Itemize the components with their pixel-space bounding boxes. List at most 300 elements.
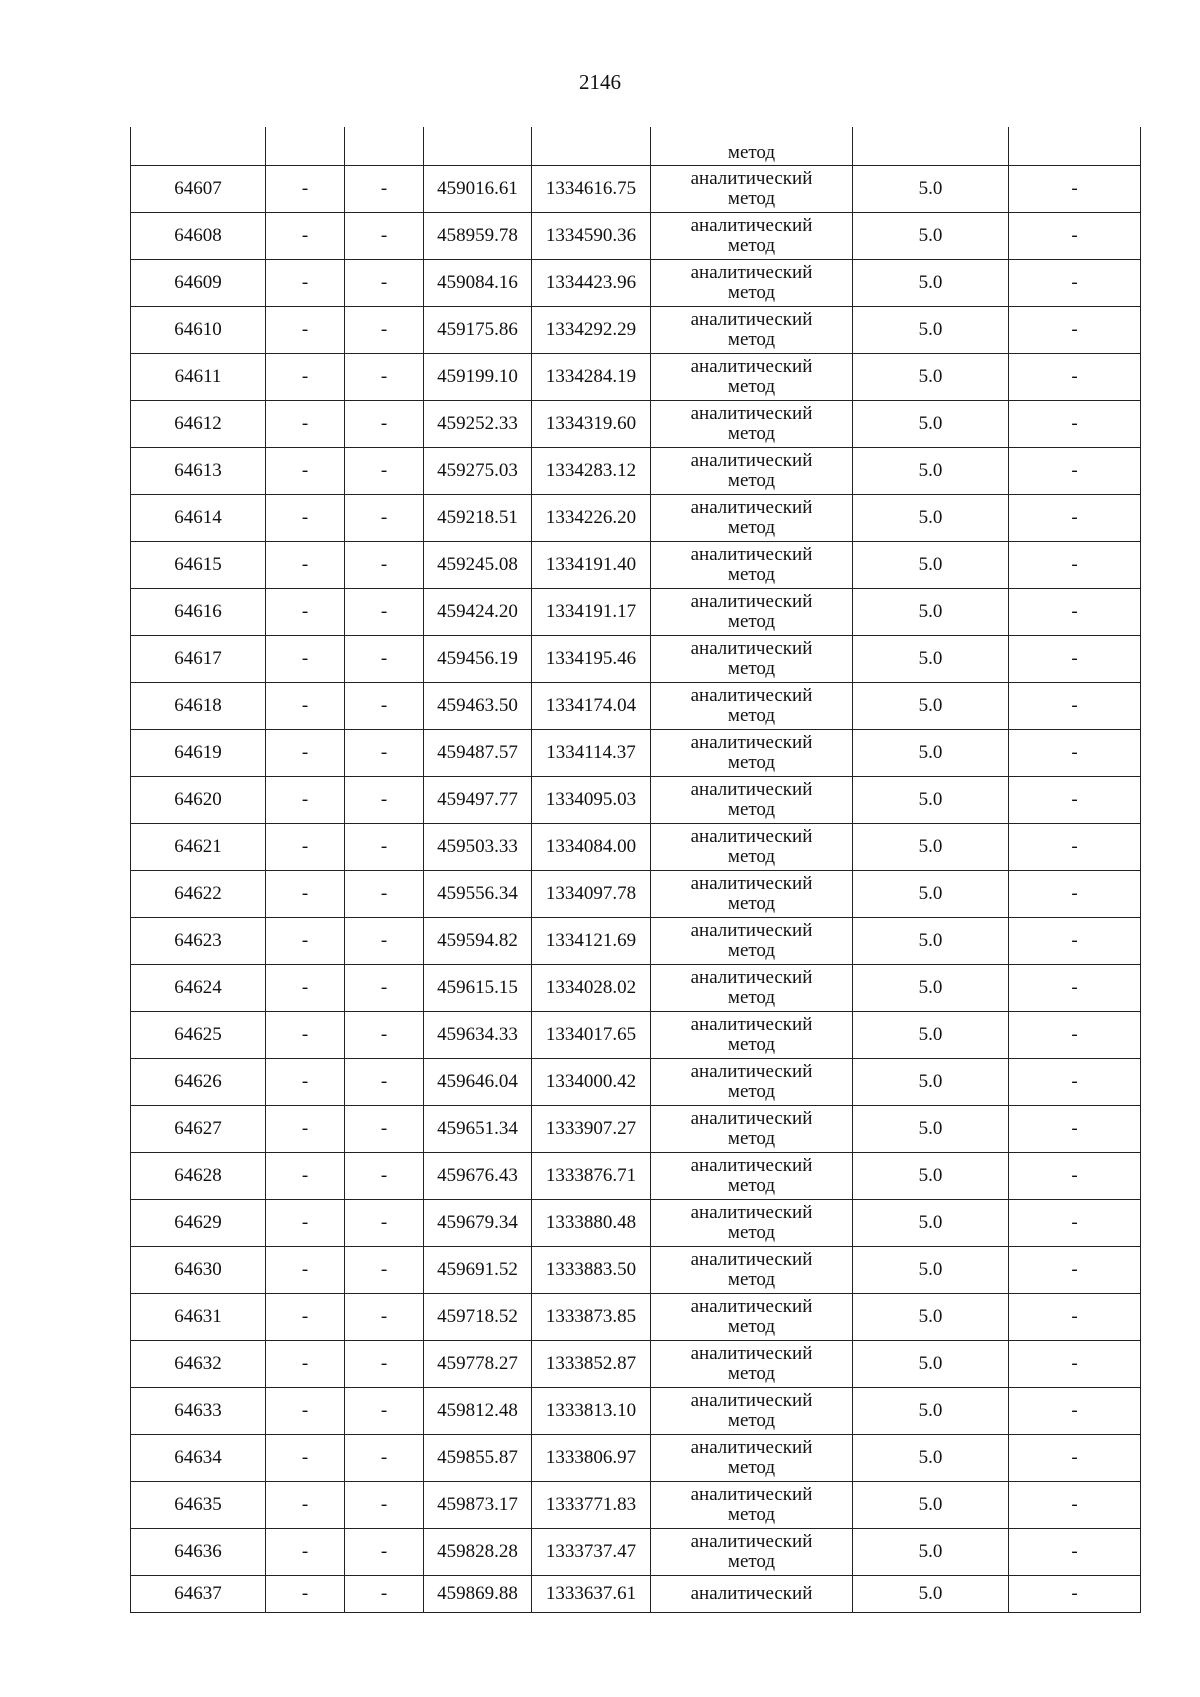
cell-x: 459456.19 — [424, 636, 532, 683]
cell-col2: - — [266, 824, 345, 871]
cell-y: 1333876.71 — [532, 1153, 651, 1200]
cell-id: 64616 — [131, 589, 266, 636]
cell-id: 64612 — [131, 401, 266, 448]
cell-id: 64630 — [131, 1247, 266, 1294]
cell-col3: - — [345, 448, 424, 495]
method-line-1: аналитический — [690, 920, 813, 941]
cell-y: 1333737.47 — [532, 1529, 651, 1576]
cell-col8: - — [1009, 307, 1141, 354]
cell-x: 459651.34 — [424, 1106, 532, 1153]
cell-method: метод — [651, 127, 853, 166]
method-line-1: аналитический — [690, 1108, 813, 1129]
cell-col3: - — [345, 495, 424, 542]
method-line-2: метод — [727, 1410, 776, 1431]
cell-accuracy: 5.0 — [853, 1435, 1009, 1482]
cell-x: 459828.28 — [424, 1529, 532, 1576]
cell-col2: - — [266, 1529, 345, 1576]
cell-col2: - — [266, 730, 345, 777]
cell-col8 — [1009, 127, 1141, 166]
method-line-2: метод — [727, 705, 776, 726]
cell-accuracy: 5.0 — [853, 777, 1009, 824]
cell-col2: - — [266, 777, 345, 824]
cell-x — [424, 127, 532, 166]
method-line-1: аналитический — [690, 403, 813, 424]
method-line-2: метод — [727, 564, 776, 585]
cell-col8: - — [1009, 354, 1141, 401]
table-row — [131, 1576, 1141, 1613]
cell-accuracy: 5.0 — [853, 260, 1009, 307]
cell-col8: - — [1009, 965, 1141, 1012]
cell-x: 459084.16 — [424, 260, 532, 307]
cell-id: 64626 — [131, 1059, 266, 1106]
cell-col3: - — [345, 918, 424, 965]
method-line-1: аналитический — [690, 544, 813, 565]
cell-y: 1333880.48 — [532, 1200, 651, 1247]
table-row — [131, 589, 1141, 636]
cell-x: 459487.57 — [424, 730, 532, 777]
cell-col3: - — [345, 1482, 424, 1529]
cell-y: 1334017.65 — [532, 1012, 651, 1059]
method-line-2: метод — [727, 846, 776, 867]
cell-col8: - — [1009, 1388, 1141, 1435]
cell-col2: - — [266, 871, 345, 918]
cell-col2: - — [266, 683, 345, 730]
cell-col2: - — [266, 636, 345, 683]
cell-id: 64621 — [131, 824, 266, 871]
cell-col8: - — [1009, 1294, 1141, 1341]
cell-col3: - — [345, 1388, 424, 1435]
cell-col3: - — [345, 871, 424, 918]
method-line-1: аналитический — [690, 779, 813, 800]
cell-col2: - — [266, 1106, 345, 1153]
cell-method — [651, 1200, 853, 1247]
method-line-1: аналитический — [690, 591, 813, 612]
cell-col2: - — [266, 1341, 345, 1388]
cell-x: 459869.88 — [424, 1576, 532, 1613]
cell-accuracy: 5.0 — [853, 589, 1009, 636]
cell-id: 64627 — [131, 1106, 266, 1153]
cell-id: 64631 — [131, 1294, 266, 1341]
cell-col8: - — [1009, 824, 1141, 871]
method-line-1: аналитический — [690, 1583, 813, 1604]
cell-id: 64636 — [131, 1529, 266, 1576]
method-line-2: метод — [727, 423, 776, 444]
method-line-1: аналитический — [690, 1202, 813, 1223]
cell-method — [651, 260, 853, 307]
cell-accuracy: 5.0 — [853, 1012, 1009, 1059]
cell-x: 459199.10 — [424, 354, 532, 401]
table-row — [131, 1059, 1141, 1106]
table-row — [131, 824, 1141, 871]
method-line-2: метод — [727, 235, 776, 256]
cell-x: 459424.20 — [424, 589, 532, 636]
cell-x: 459594.82 — [424, 918, 532, 965]
cell-x: 459679.34 — [424, 1200, 532, 1247]
cell-col8: - — [1009, 871, 1141, 918]
cell-col2: - — [266, 401, 345, 448]
cell-x: 459245.08 — [424, 542, 532, 589]
table-row — [131, 401, 1141, 448]
cell-y: 1334319.60 — [532, 401, 651, 448]
table-row — [131, 918, 1141, 965]
table-row — [131, 260, 1141, 307]
table-row — [131, 1153, 1141, 1200]
cell-y: 1334191.40 — [532, 542, 651, 589]
table-row — [131, 1482, 1141, 1529]
cell-method — [651, 730, 853, 777]
cell-id: 64611 — [131, 354, 266, 401]
table-row — [131, 1341, 1141, 1388]
method-line-2: метод — [727, 1316, 776, 1337]
cell-col3: - — [345, 1106, 424, 1153]
method-line-1: аналитический — [690, 638, 813, 659]
method-line-2: метод — [727, 799, 776, 820]
cell-y: 1334292.29 — [532, 307, 651, 354]
method-line-2: метод — [727, 940, 776, 961]
cell-accuracy — [853, 127, 1009, 166]
cell-col3: - — [345, 1341, 424, 1388]
method-line-2: метод — [727, 376, 776, 397]
method-line-1: аналитический — [690, 826, 813, 847]
cell-x: 459218.51 — [424, 495, 532, 542]
method-line-1: аналитический — [690, 873, 813, 894]
cell-method — [651, 1341, 853, 1388]
cell-method — [651, 1106, 853, 1153]
cell-accuracy: 5.0 — [853, 636, 1009, 683]
cell-method — [651, 824, 853, 871]
cell-y: 1334616.75 — [532, 166, 651, 213]
cell-id: 64622 — [131, 871, 266, 918]
cell-col2: - — [266, 307, 345, 354]
cell-x: 459634.33 — [424, 1012, 532, 1059]
cell-method — [651, 166, 853, 213]
cell-col8: - — [1009, 777, 1141, 824]
method-line-2: метод — [727, 1128, 776, 1149]
cell-accuracy: 5.0 — [853, 683, 1009, 730]
cell-col2 — [266, 127, 345, 166]
cell-col8: - — [1009, 1153, 1141, 1200]
method-line-1: аналитический — [690, 1531, 813, 1552]
cell-accuracy: 5.0 — [853, 307, 1009, 354]
cell-x: 459691.52 — [424, 1247, 532, 1294]
cell-accuracy: 5.0 — [853, 354, 1009, 401]
cell-method — [651, 495, 853, 542]
cell-col8: - — [1009, 1529, 1141, 1576]
cell-y: 1334195.46 — [532, 636, 651, 683]
cell-col2: - — [266, 260, 345, 307]
method-line-1: аналитический — [690, 1343, 813, 1364]
cell-accuracy: 5.0 — [853, 1576, 1009, 1613]
table-row — [131, 1435, 1141, 1482]
cell-accuracy: 5.0 — [853, 213, 1009, 260]
cell-col8: - — [1009, 166, 1141, 213]
method-line-1: аналитический — [690, 497, 813, 518]
cell-accuracy: 5.0 — [853, 1200, 1009, 1247]
cell-method — [651, 636, 853, 683]
cell-col2: - — [266, 1435, 345, 1482]
cell-id: 64609 — [131, 260, 266, 307]
table-row — [131, 542, 1141, 589]
cell-col3: - — [345, 1576, 424, 1613]
cell-col3: - — [345, 307, 424, 354]
cell-col2: - — [266, 1576, 345, 1613]
cell-col8: - — [1009, 1200, 1141, 1247]
cell-id: 64635 — [131, 1482, 266, 1529]
cell-accuracy: 5.0 — [853, 542, 1009, 589]
cell-col8: - — [1009, 1012, 1141, 1059]
table-row — [131, 1247, 1141, 1294]
method-line-2: метод — [727, 893, 776, 914]
cell-col8: - — [1009, 1106, 1141, 1153]
cell-method — [651, 1482, 853, 1529]
cell-col3: - — [345, 260, 424, 307]
cell-accuracy: 5.0 — [853, 918, 1009, 965]
cell-col2: - — [266, 213, 345, 260]
method-line-1: аналитический — [690, 1061, 813, 1082]
cell-col3: - — [345, 213, 424, 260]
cell-id: 64624 — [131, 965, 266, 1012]
cell-col3: - — [345, 1435, 424, 1482]
cell-method — [651, 1529, 853, 1576]
method-line-1: аналитический — [690, 967, 813, 988]
cell-id: 64619 — [131, 730, 266, 777]
method-line-2: метод — [727, 1363, 776, 1384]
cell-id: 64608 — [131, 213, 266, 260]
cell-y: 1334191.17 — [532, 589, 651, 636]
cell-x: 459556.34 — [424, 871, 532, 918]
cell-x: 459812.48 — [424, 1388, 532, 1435]
method-line-2: метод — [727, 1457, 776, 1478]
cell-accuracy: 5.0 — [853, 1106, 1009, 1153]
cell-id: 64620 — [131, 777, 266, 824]
cell-y: 1333883.50 — [532, 1247, 651, 1294]
cell-method — [651, 1435, 853, 1482]
cell-x: 459463.50 — [424, 683, 532, 730]
table-row — [131, 1529, 1141, 1576]
cell-col8: - — [1009, 1576, 1141, 1613]
cell-method — [651, 448, 853, 495]
cell-y: 1334283.12 — [532, 448, 651, 495]
method-line-2: метод — [727, 1175, 776, 1196]
cell-col2: - — [266, 918, 345, 965]
cell-col8: - — [1009, 918, 1141, 965]
cell-x: 458959.78 — [424, 213, 532, 260]
cell-id: 64617 — [131, 636, 266, 683]
cell-col2: - — [266, 1059, 345, 1106]
table-body — [131, 127, 1141, 1613]
cell-accuracy: 5.0 — [853, 1059, 1009, 1106]
table-row — [131, 1106, 1141, 1153]
cell-y: 1333907.27 — [532, 1106, 651, 1153]
table-row — [131, 730, 1141, 777]
method-line-1: аналитический — [690, 1014, 813, 1035]
method-line-1: аналитический — [690, 1155, 813, 1176]
cell-y: 1334097.78 — [532, 871, 651, 918]
table-row — [131, 213, 1141, 260]
cell-col8: - — [1009, 542, 1141, 589]
cell-id: 64632 — [131, 1341, 266, 1388]
page-number: 2146 — [579, 70, 621, 94]
cell-accuracy: 5.0 — [853, 1482, 1009, 1529]
cell-y: 1334114.37 — [532, 730, 651, 777]
cell-accuracy: 5.0 — [853, 1529, 1009, 1576]
table-row-continued — [131, 127, 1141, 166]
method-line-2: метод — [727, 987, 776, 1008]
method-line-1: аналитический — [690, 262, 813, 283]
method-line-2: метод — [727, 1269, 776, 1290]
table-row — [131, 1388, 1141, 1435]
cell-method — [651, 1012, 853, 1059]
cell-x: 459676.43 — [424, 1153, 532, 1200]
method-line-1: аналитический — [690, 685, 813, 706]
method-line-2: метод — [727, 1081, 776, 1102]
cell-x: 459646.04 — [424, 1059, 532, 1106]
method-line-2: метод — [727, 658, 776, 679]
cell-method — [651, 1576, 853, 1613]
method-line-1: аналитический — [690, 215, 813, 236]
cell-y: 1333637.61 — [532, 1576, 651, 1613]
table-row — [131, 777, 1141, 824]
cell-accuracy: 5.0 — [853, 824, 1009, 871]
method-line-2: метод — [727, 282, 776, 303]
cell-col3: - — [345, 636, 424, 683]
table-row — [131, 683, 1141, 730]
cell-col8: - — [1009, 495, 1141, 542]
cell-x: 459016.61 — [424, 166, 532, 213]
table-row — [131, 965, 1141, 1012]
cell-x: 459873.17 — [424, 1482, 532, 1529]
cell-method — [651, 213, 853, 260]
cell-col3: - — [345, 1294, 424, 1341]
cell-method — [651, 1294, 853, 1341]
cell-x: 459718.52 — [424, 1294, 532, 1341]
cell-method — [651, 1059, 853, 1106]
cell-accuracy: 5.0 — [853, 871, 1009, 918]
cell-x: 459855.87 — [424, 1435, 532, 1482]
cell-id: 64625 — [131, 1012, 266, 1059]
cell-col2: - — [266, 354, 345, 401]
cell-col2: - — [266, 448, 345, 495]
cell-id: 64637 — [131, 1576, 266, 1613]
cell-method — [651, 354, 853, 401]
cell-y: 1333806.97 — [532, 1435, 651, 1482]
cell-col8: - — [1009, 1341, 1141, 1388]
method-line-1: аналитический — [690, 1437, 813, 1458]
cell-y: 1334423.96 — [532, 260, 651, 307]
cell-y: 1333813.10 — [532, 1388, 651, 1435]
cell-method — [651, 589, 853, 636]
cell-accuracy: 5.0 — [853, 401, 1009, 448]
cell-id: 64615 — [131, 542, 266, 589]
cell-y — [532, 127, 651, 166]
cell-col8: - — [1009, 1247, 1141, 1294]
cell-accuracy: 5.0 — [853, 1294, 1009, 1341]
cell-method — [651, 1153, 853, 1200]
coordinates-table — [130, 127, 1141, 1613]
cell-accuracy: 5.0 — [853, 1153, 1009, 1200]
cell-col3: - — [345, 965, 424, 1012]
cell-col2: - — [266, 1200, 345, 1247]
cell-method — [651, 401, 853, 448]
cell-method — [651, 777, 853, 824]
table-row — [131, 636, 1141, 683]
cell-col8: - — [1009, 683, 1141, 730]
cell-col2: - — [266, 495, 345, 542]
cell-id: 64618 — [131, 683, 266, 730]
cell-id: 64623 — [131, 918, 266, 965]
cell-accuracy: 5.0 — [853, 730, 1009, 777]
method-line-2: метод — [727, 1551, 776, 1572]
table-row — [131, 307, 1141, 354]
table-row — [131, 1012, 1141, 1059]
cell-col8: - — [1009, 1435, 1141, 1482]
table-row — [131, 495, 1141, 542]
cell-accuracy: 5.0 — [853, 495, 1009, 542]
cell-id: 64629 — [131, 1200, 266, 1247]
cell-accuracy: 5.0 — [853, 166, 1009, 213]
cell-col3: - — [345, 824, 424, 871]
cell-accuracy: 5.0 — [853, 965, 1009, 1012]
cell-col2: - — [266, 1247, 345, 1294]
cell-x: 459503.33 — [424, 824, 532, 871]
cell-col2: - — [266, 1153, 345, 1200]
method-line-1: аналитический — [690, 450, 813, 471]
method-line-1: аналитический — [690, 356, 813, 377]
cell-col3: - — [345, 683, 424, 730]
table-row — [131, 166, 1141, 213]
cell-col8: - — [1009, 1482, 1141, 1529]
cell-x: 459615.15 — [424, 965, 532, 1012]
cell-col3: - — [345, 730, 424, 777]
cell-id: 64628 — [131, 1153, 266, 1200]
method-line-1: аналитический — [690, 168, 813, 189]
cell-col8: - — [1009, 730, 1141, 777]
cell-y: 1333852.87 — [532, 1341, 651, 1388]
cell-col8: - — [1009, 589, 1141, 636]
cell-y: 1334095.03 — [532, 777, 651, 824]
cell-col8: - — [1009, 1059, 1141, 1106]
method-line-2: метод — [727, 1222, 776, 1243]
cell-y: 1334226.20 — [532, 495, 651, 542]
table-row — [131, 1200, 1141, 1247]
cell-col3 — [345, 127, 424, 166]
cell-y: 1333873.85 — [532, 1294, 651, 1341]
cell-col8: - — [1009, 260, 1141, 307]
cell-x: 459175.86 — [424, 307, 532, 354]
cell-col3: - — [345, 542, 424, 589]
cell-id: 64610 — [131, 307, 266, 354]
cell-y: 1334121.69 — [532, 918, 651, 965]
cell-y: 1334000.42 — [532, 1059, 651, 1106]
table-row — [131, 1294, 1141, 1341]
cell-id: 64613 — [131, 448, 266, 495]
cell-accuracy: 5.0 — [853, 1247, 1009, 1294]
cell-x: 459778.27 — [424, 1341, 532, 1388]
cell-method — [651, 1247, 853, 1294]
method-line-2: метод — [727, 329, 776, 350]
method-line-1: аналитический — [690, 732, 813, 753]
cell-y: 1334590.36 — [532, 213, 651, 260]
cell-method — [651, 965, 853, 1012]
cell-y: 1333771.83 — [532, 1482, 651, 1529]
cell-x: 459275.03 — [424, 448, 532, 495]
cell-col2: - — [266, 965, 345, 1012]
method-line-1: аналитический — [690, 309, 813, 330]
cell-col2: - — [266, 1482, 345, 1529]
table-row — [131, 448, 1141, 495]
cell-col3: - — [345, 354, 424, 401]
method-line-2: метод — [727, 1504, 776, 1525]
